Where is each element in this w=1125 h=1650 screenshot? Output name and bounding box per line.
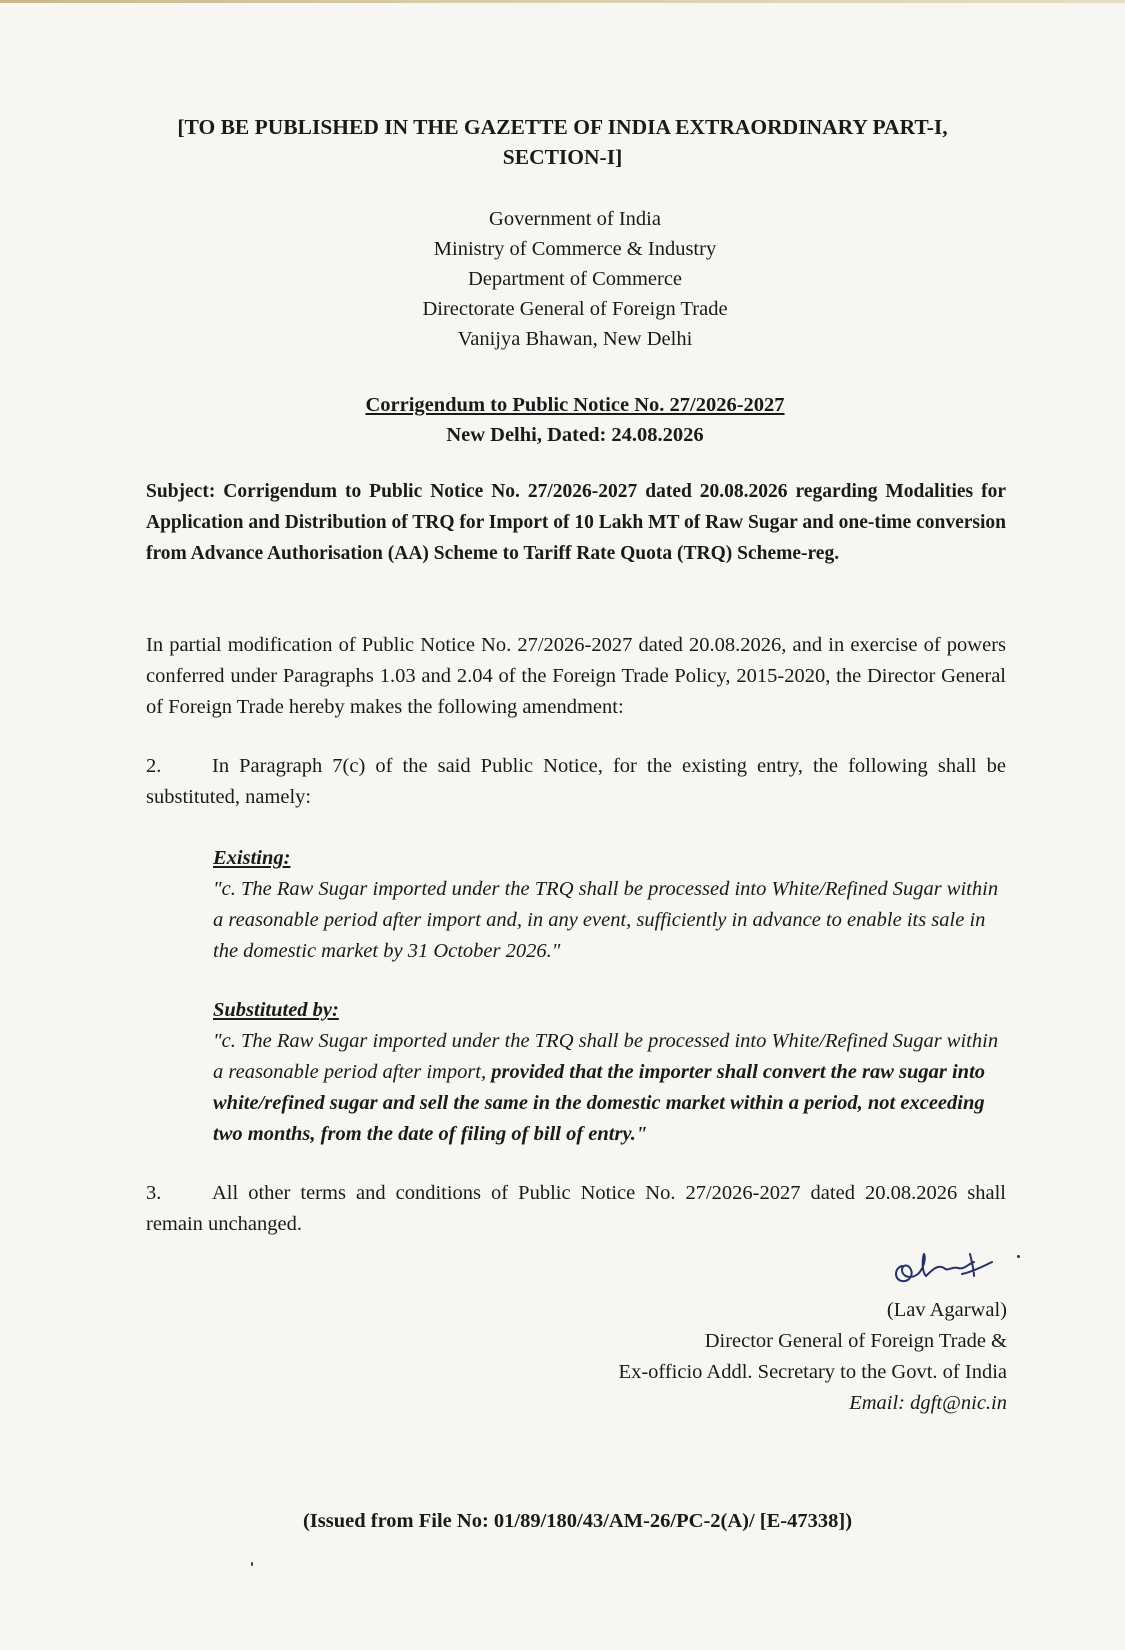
issuing-office-block: [300, 204, 850, 354]
paragraph-3-number: 3.: [146, 1182, 162, 1204]
gazette-heading: [140, 112, 985, 172]
existing-text: "c. The Raw Sugar imported under the TRQ shall be processed into White/Refined Sugar within a reasonable period after import and, in any event, sufficiently in advance to enable its sale in the domestic market by 31 October 2026.": [213, 878, 999, 962]
scan-speck: [251, 1562, 253, 1566]
signatory-designation-2: Ex-officio Addl. Secretary to the Govt. of India: [618, 1361, 1007, 1383]
gazette-line-1: [TO BE PUBLISHED IN THE GAZETTE OF INDIA EXTRAORDINARY PART-I,: [177, 115, 948, 139]
paragraph-2-text: In Paragraph 7(c) of the said Public Notice, for the existing entry, the following shall be substituted, namely:: [146, 755, 1006, 808]
office-line-government: Government of India: [489, 208, 661, 230]
substituted-entry: [213, 995, 1006, 1150]
paragraph-2: [146, 751, 1006, 813]
signatory-block: [619, 1295, 1007, 1419]
paragraph-3: [146, 1178, 1006, 1240]
substituted-heading: Substituted by:: [213, 999, 339, 1021]
paragraph-2-number: 2.: [146, 755, 162, 777]
gazette-line-2: SECTION-I]: [502, 145, 623, 169]
scan-speck: [1017, 1255, 1020, 1258]
file-number: (Issued from File No: 01/89/180/43/AM-26/PC-2(A)/ [E-47338]): [302, 1510, 853, 1532]
office-line-ministry: Ministry of Commerce & Industry: [433, 238, 717, 260]
paragraph-3-text: All other terms and conditions of Public Notice No. 27/2026-2027 dated 20.08.2026 shall remain unchanged.: [146, 1182, 1006, 1235]
notice-title-block: [300, 390, 850, 450]
office-line-directorate: Directorate General of Foreign Trade: [422, 298, 728, 320]
paper-edge: [0, 0, 1125, 3]
existing-entry: [213, 843, 1006, 967]
substituted-text-plain: "c. The Raw Sugar imported under the TRQ shall be processed into White/Refined Sugar within a reasonable period after import,: [213, 1030, 999, 1083]
office-line-address: Vanijya Bhawan, New Delhi: [457, 328, 693, 350]
subject-paragraph: Subject: Corrigendum to Public Notice No. 27/2026-2027 dated 20.08.2026 regarding Modalities for Application and Distribution of TRQ for Import of 10 Lakh MT of Raw Sugar and one-time conversion from Advance Authorisation (AA) Scheme to Tariff Rate Quota (TRQ) Scheme-reg.: [146, 481, 1006, 564]
signatory-email: Email: dgft@nic.in: [849, 1392, 1007, 1414]
signatory-designation-1: Director General of Foreign Trade &: [704, 1330, 1007, 1352]
signatory-name: (Lav Agarwal): [886, 1299, 1007, 1321]
intro-paragraph: In partial modification of Public Notice No. 27/2026-2027 dated 20.08.2026, and in exercise of powers conferred under Paragraphs 1.03 and 2.04 of the Foreign Trade Policy, 2015-2020, the Director General of Foreign Trade hereby makes the following amendment:: [146, 634, 1006, 718]
existing-heading: Existing:: [213, 847, 291, 869]
notice-date: New Delhi, Dated: 24.08.2026: [446, 424, 704, 446]
substituted-text: [213, 1026, 1006, 1150]
notice-title: Corrigendum to Public Notice No. 27/2026-2027: [365, 394, 785, 416]
handwritten-signature: [888, 1246, 1008, 1294]
substituted-text-bold: provided that the importer shall convert the raw sugar into white/refined sugar and sell the same in the domestic market within a period, not exceeding two months, from the date of filing of bill of entry.": [213, 1061, 986, 1145]
office-line-department: Department of Commerce: [467, 268, 683, 290]
